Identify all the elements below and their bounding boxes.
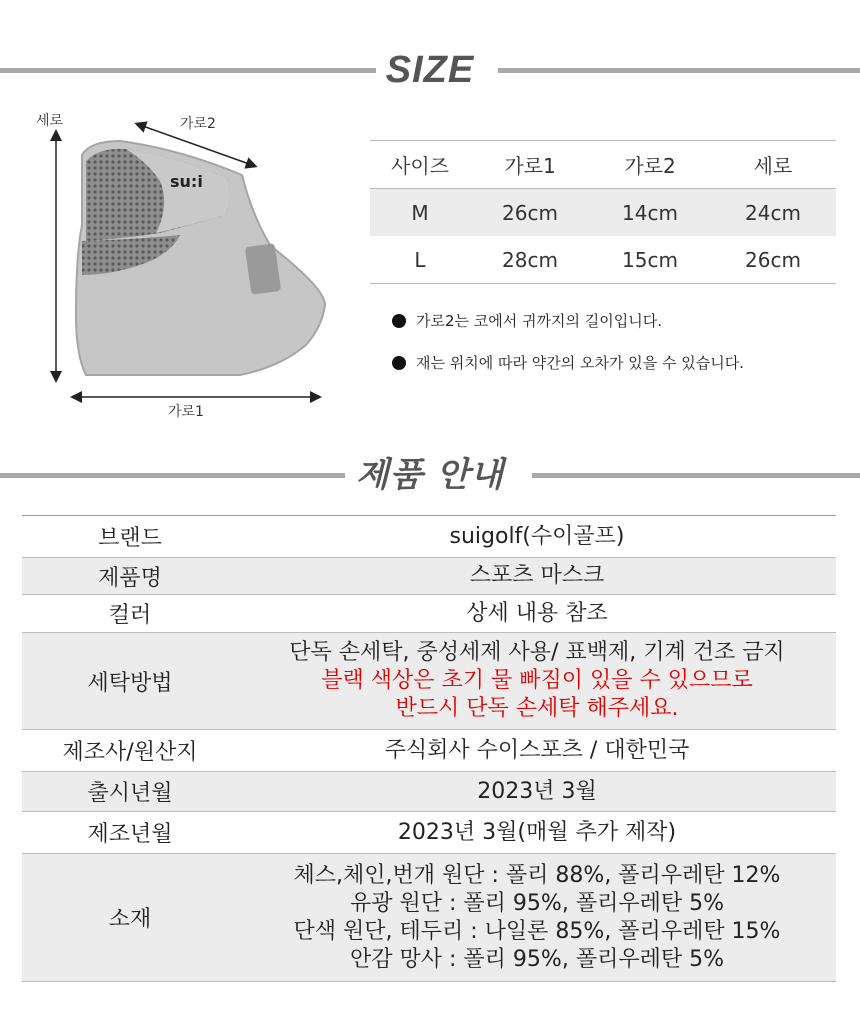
- info-value-line: 안감 망사 : 폴리 95%, 폴리우레탄 5%: [350, 946, 724, 972]
- size-note-text: 가로2는 코에서 귀까지의 길이입니다.: [416, 312, 662, 330]
- info-value: [238, 772, 836, 811]
- info-section-header: [0, 455, 860, 495]
- size-table-header: [370, 140, 836, 188]
- label-height: 세로: [36, 113, 64, 129]
- brand-mark: su:i: [170, 172, 203, 191]
- info-value: [238, 516, 836, 557]
- info-row-washing: [22, 633, 836, 730]
- label-width2: 가로2: [180, 116, 216, 132]
- header-rule-right: [532, 473, 860, 478]
- info-value: [238, 595, 836, 632]
- size-header-cell: 가로1: [504, 154, 556, 178]
- size-table-row: [370, 188, 836, 236]
- info-value: [238, 730, 836, 771]
- info-key: 제품명: [98, 565, 162, 591]
- size-note-text: 재는 위치에 따라 약간의 오차가 있을 수 있습니다.: [416, 354, 744, 372]
- size-cell: 26cm: [745, 247, 801, 272]
- size-cell: 15cm: [622, 247, 678, 272]
- info-value-line: 단독 손세탁, 중성세제 사용/ 표백제, 기계 건조 금지: [289, 640, 785, 665]
- washing-warning-line: 블랙 색상은 초기 물 빠짐이 있을 수 있으므로: [321, 668, 753, 693]
- size-note: [392, 310, 662, 331]
- info-value-line: 2023년 3월: [477, 778, 597, 804]
- info-value-line: 2023년 3월(매월 추가 제작): [397, 819, 677, 845]
- info-row-release-date: [22, 772, 836, 812]
- info-row-manufacture-date: [22, 812, 836, 854]
- info-row-manufacturer: [22, 730, 836, 772]
- mask-size-illustration: [20, 105, 340, 425]
- size-cell: 14cm: [622, 200, 678, 225]
- bullet-icon: [392, 314, 406, 328]
- info-row-color: [22, 595, 836, 633]
- info-key: 세탁방법: [87, 670, 173, 696]
- size-cell: M: [411, 200, 429, 225]
- size-table: [370, 140, 836, 284]
- size-header-cell: 사이즈: [391, 154, 449, 178]
- info-key: 브랜드: [98, 526, 162, 551]
- size-note: [392, 352, 744, 373]
- info-value-line: 스포츠 마스크: [469, 563, 605, 588]
- bullet-icon: [392, 356, 406, 370]
- mask-drawing: [20, 105, 340, 425]
- info-key: 소재: [108, 907, 152, 932]
- size-header-cell: 세로: [753, 154, 793, 178]
- info-value-line: 주식회사 수이스포츠 / 대한민국: [384, 737, 690, 763]
- product-info-table: [22, 515, 836, 982]
- label-width1: 가로1: [168, 404, 204, 420]
- info-row-material: [22, 854, 836, 982]
- info-value: [238, 558, 836, 594]
- info-row-product-name: [22, 558, 836, 595]
- info-key: 제조사/원산지: [62, 740, 198, 765]
- info-row-brand: [22, 516, 836, 558]
- size-cell: 24cm: [745, 200, 801, 225]
- size-cell: 26cm: [502, 200, 558, 225]
- size-header-cell: 가로2: [624, 154, 676, 178]
- header-rule-right: [498, 68, 860, 73]
- washing-warning-line: 반드시 단독 손세탁 해주세요.: [395, 696, 679, 721]
- info-value: [238, 854, 836, 981]
- info-title: 제품 안내: [355, 455, 505, 495]
- info-value-line: 유광 원단 : 폴리 95%, 폴리우레탄 5%: [350, 890, 724, 916]
- size-table-row: [370, 236, 836, 284]
- info-value: [238, 812, 836, 853]
- size-cell: 28cm: [502, 247, 558, 272]
- info-value-line: suigolf(수이골프): [449, 523, 625, 549]
- info-value-line: 상세 내용 참조: [466, 600, 608, 626]
- info-key: 출시년월: [87, 781, 173, 806]
- info-value: [238, 633, 836, 729]
- size-section-header: [0, 50, 860, 90]
- info-key: 컬러: [108, 603, 152, 628]
- info-value-line: 단색 원단, 테두리 : 나일론 85%, 폴리우레탄 15%: [293, 918, 781, 944]
- info-value-line: 체스,체인,번개 원단 : 폴리 88%, 폴리우레탄 12%: [293, 862, 781, 888]
- size-title: SIZE: [385, 49, 475, 91]
- info-key: 제조년월: [87, 822, 173, 847]
- size-cell: L: [414, 247, 426, 272]
